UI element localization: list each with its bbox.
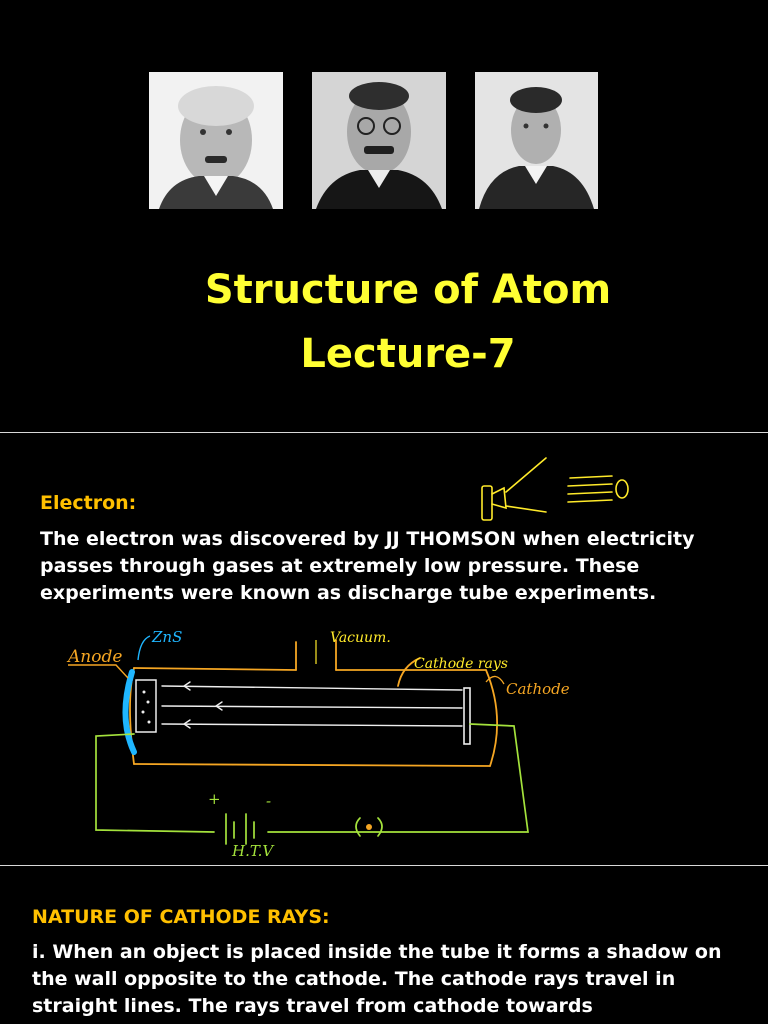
zns-label: ZnS (152, 628, 183, 646)
circuit-wire-left (96, 734, 214, 832)
zns-dot (148, 721, 151, 724)
meter-dot (366, 824, 372, 830)
zns-dot (143, 691, 146, 694)
body-line: i. When an object is placed inside the tube it forms a shadow on (32, 941, 722, 963)
slide-subtitle: Lecture-7 (300, 331, 516, 377)
meter-bracket (378, 818, 382, 836)
body-line: passes through gases at extremely low pressure. These (40, 555, 640, 577)
scientist-portrait-3 (475, 72, 598, 209)
body-line: experiments were known as discharge tube experiments. (40, 582, 657, 604)
title-slide (0, 0, 768, 432)
slide-title: Structure of Atom (204, 267, 612, 313)
scientist-portrait-2 (312, 72, 446, 209)
zns-dot (142, 711, 145, 714)
battery-plus-label: + (208, 790, 221, 808)
cathode-ray (162, 706, 462, 708)
body-line: straight lines. The rays travel from cathode towards (32, 995, 593, 1017)
zns-pointer (138, 636, 150, 660)
slide-divider (0, 432, 768, 433)
electron-slide (0, 434, 768, 864)
vacuum-label: Vacuum. (330, 630, 391, 646)
body-paragraph (32, 939, 721, 1020)
htv-label: H.T.V (232, 842, 274, 860)
cathode-ray (162, 686, 462, 690)
portrait-image (149, 72, 283, 209)
cathode-ray (162, 724, 462, 726)
section-heading: Electron: (40, 492, 137, 514)
zns-dot (147, 701, 150, 704)
cathode-rays-label: Cathode rays (414, 656, 508, 672)
discharge-tube-diagram (0, 434, 768, 864)
anode-label: Anode (68, 647, 123, 667)
section-heading: NATURE OF CATHODE RAYS: (32, 906, 330, 928)
cathode-rays-slide (0, 866, 768, 1024)
meter-bracket (356, 818, 360, 836)
scientist-portrait-1 (149, 72, 283, 209)
tube-top-edge (134, 668, 296, 670)
body-line: the wall opposite to the cathode. The cathode rays travel in (32, 968, 676, 990)
body-line: The electron was discovered by JJ THOMSON when electricity (40, 528, 695, 550)
battery-minus-label: - (266, 792, 272, 810)
portrait-image (312, 72, 446, 209)
zns-screen (136, 680, 156, 732)
circuit-wire-right (268, 724, 528, 832)
tube-bottom-edge (134, 764, 490, 766)
portrait-image (475, 72, 598, 209)
cathode-plate (464, 688, 470, 744)
cathode-label: Cathode (506, 680, 570, 698)
tube-right-end (486, 670, 497, 766)
